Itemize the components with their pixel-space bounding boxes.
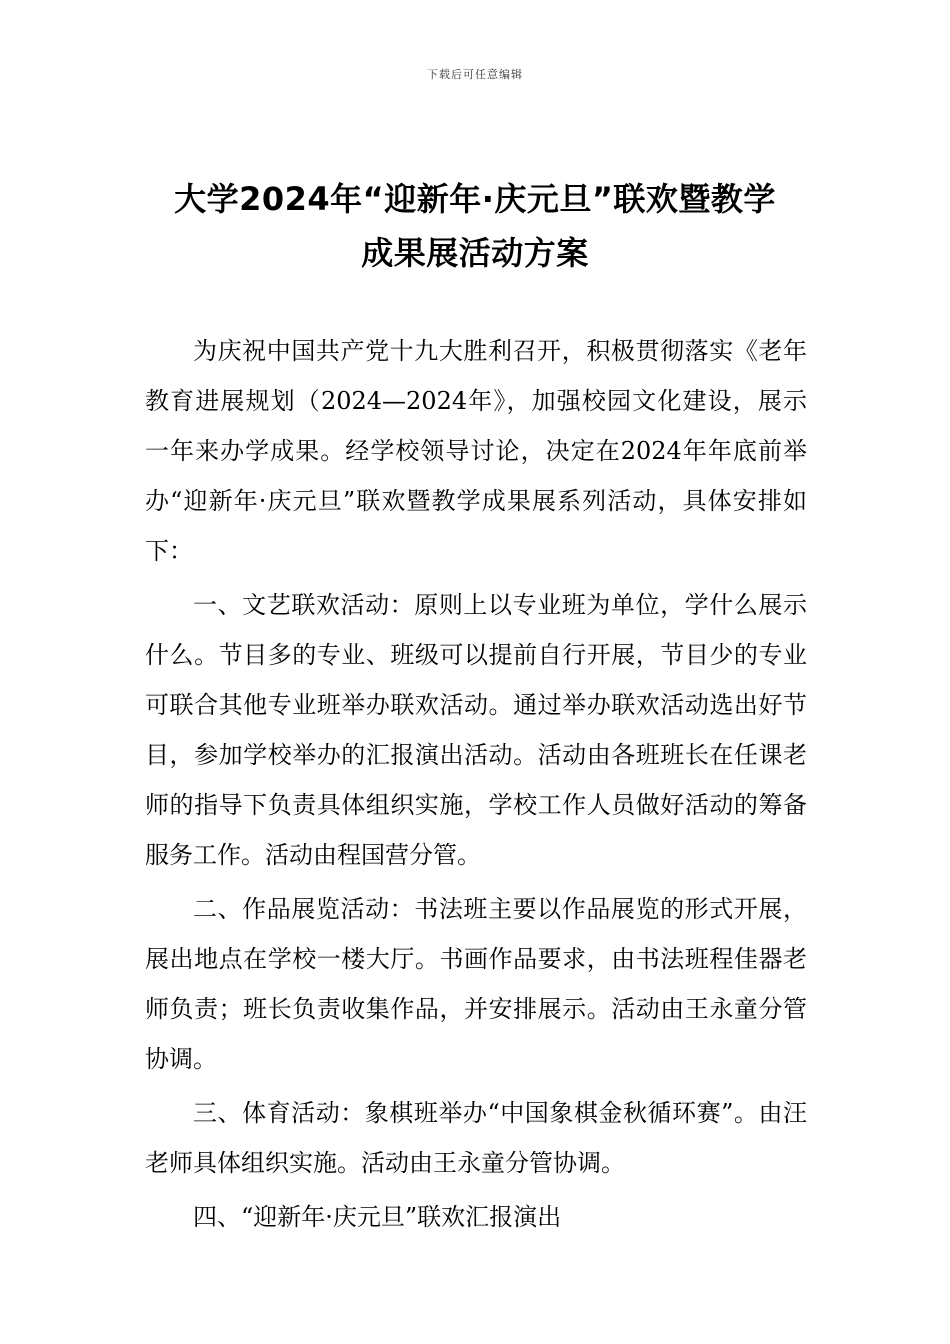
paragraph-intro: 为庆祝中国共产党十九大胜利召开，积极贯彻落实《老年教育进展规划（2024—2024年》，加强校园文化建设，展示一年来办学成果。经学校领导讨论，决定在2024年年底前举办“迎新年·庆元旦”联欢暨教学成果展系列活动，具体安排如下： xyxy=(145,337,807,565)
paragraph-section-1: 一、文艺联欢活动：原则上以专业班为单位，学什么展示什么。节目多的专业、班级可以提前自行开展，节目少的专业可联合其他专业班举办联欢活动。通过举办联欢活动选出好节目，参加学校举办的汇报演出活动。活动由各班班长在任课老师的指导下负责具体组织实施，学校工作人员做好活动的筹备服务工作。活动由程国营分管。 xyxy=(145,591,807,869)
paragraph-section-3: 三、体育活动：象棋班举办“中国象棋金秋循环赛”。由汪 老师具体组织实施。活动由王永童分管协调。 xyxy=(145,1099,807,1177)
paragraph-section-4-heading: 四、“迎新年·庆元旦”联欢汇报演出 xyxy=(193,1203,562,1231)
title-line-2: 成果展活动方案 xyxy=(361,234,589,272)
header-note: 下载后可任意编辑 xyxy=(427,68,523,81)
paragraph-section-2: 二、作品展览活动：书法班主要以作品展览的形式开展，展出地点在学校一楼大厅。书画作品要求，由书法班程佳器老师负责；班长负责收集作品，并安排展示。活动由王永童分管协调。 xyxy=(145,895,807,1073)
title-line-1: 大学2024年“迎新年·庆元旦”联欢暨教学 xyxy=(174,180,776,218)
document-body xyxy=(145,326,807,1242)
document-title xyxy=(140,172,810,280)
